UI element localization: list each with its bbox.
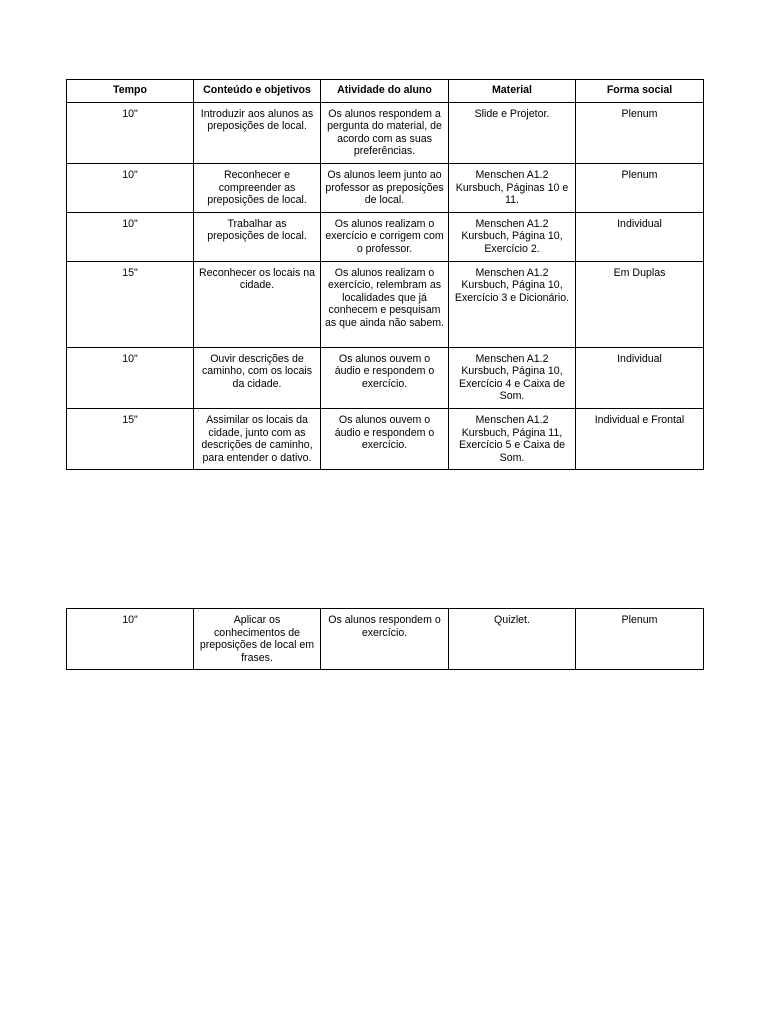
cell-conteudo: Aplicar os conhecimentos de preposições de local em frases.	[194, 609, 321, 670]
cell-conteudo: Introduzir aos alunos as preposições de local.	[194, 102, 321, 163]
cell-tempo: 10"	[67, 347, 194, 408]
cell-material: Menschen A1.2 Kursbuch, Página 11, Exercício 5 e Caixa de Som.	[449, 408, 576, 469]
cell-atividade: Os alunos respondem a pergunta do material, de acordo com as suas preferências.	[321, 102, 449, 163]
cell-forma-social: Individual e Frontal	[576, 408, 704, 469]
cell-conteudo: Assimilar os locais da cidade, junto com as descrições de caminho, para entender o dativo.	[194, 408, 321, 469]
lesson-plan-table	[66, 79, 704, 470]
table-row	[67, 163, 704, 212]
table-row	[67, 347, 704, 408]
header-tempo: Tempo	[67, 80, 194, 103]
cell-atividade: Os alunos leem junto ao professor as preposições de local.	[321, 163, 449, 212]
table-row	[67, 212, 704, 261]
cell-forma-social: Plenum	[576, 102, 704, 163]
cell-material: Quizlet.	[449, 609, 576, 670]
cell-conteudo: Ouvir descrições de caminho, com os locais da cidade.	[194, 347, 321, 408]
cell-conteudo: Reconhecer os locais na cidade.	[194, 261, 321, 347]
cell-material: Menschen A1.2 Kursbuch, Página 10, Exercício 3 e Dicionário.	[449, 261, 576, 347]
cell-tempo: 10"	[67, 609, 194, 670]
lesson-plan-table-continuation	[66, 608, 704, 670]
cell-tempo: 10"	[67, 212, 194, 261]
cell-tempo: 10"	[67, 102, 194, 163]
table-header-row	[67, 80, 704, 103]
cell-tempo: 15"	[67, 408, 194, 469]
header-material: Material	[449, 80, 576, 103]
table-row	[67, 408, 704, 469]
header-forma-social: Forma social	[576, 80, 704, 103]
cell-forma-social: Plenum	[576, 609, 704, 670]
header-conteudo: Conteúdo e objetivos	[194, 80, 321, 103]
cell-conteudo: Trabalhar as preposições de local.	[194, 212, 321, 261]
cell-material: Menschen A1.2 Kursbuch, Página 10, Exercício 4 e Caixa de Som.	[449, 347, 576, 408]
cell-forma-social: Individual	[576, 212, 704, 261]
cell-material: Menschen A1.2 Kursbuch, Páginas 10 e 11.	[449, 163, 576, 212]
cell-atividade: Os alunos ouvem o áudio e respondem o exercício.	[321, 408, 449, 469]
cell-tempo: 10"	[67, 163, 194, 212]
cell-forma-social: Individual	[576, 347, 704, 408]
table-row	[67, 102, 704, 163]
cell-material: Slide e Projetor.	[449, 102, 576, 163]
cell-conteudo: Reconhecer e compreender as preposições de local.	[194, 163, 321, 212]
cell-atividade: Os alunos realizam o exercício e corrigem com o professor.	[321, 212, 449, 261]
cell-forma-social: Plenum	[576, 163, 704, 212]
table-row	[67, 609, 704, 670]
table-row	[67, 261, 704, 347]
cell-tempo: 15"	[67, 261, 194, 347]
cell-atividade: Os alunos respondem o exercício.	[321, 609, 449, 670]
cell-forma-social: Em Duplas	[576, 261, 704, 347]
cell-material: Menschen A1.2 Kursbuch, Página 10, Exercício 2.	[449, 212, 576, 261]
cell-atividade: Os alunos ouvem o áudio e respondem o exercício.	[321, 347, 449, 408]
header-atividade: Atividade do aluno	[321, 80, 449, 103]
cell-atividade: Os alunos realizam o exercício, relembram as localidades que já conhecem e pesquisam as que ainda não sabem.	[321, 261, 449, 347]
